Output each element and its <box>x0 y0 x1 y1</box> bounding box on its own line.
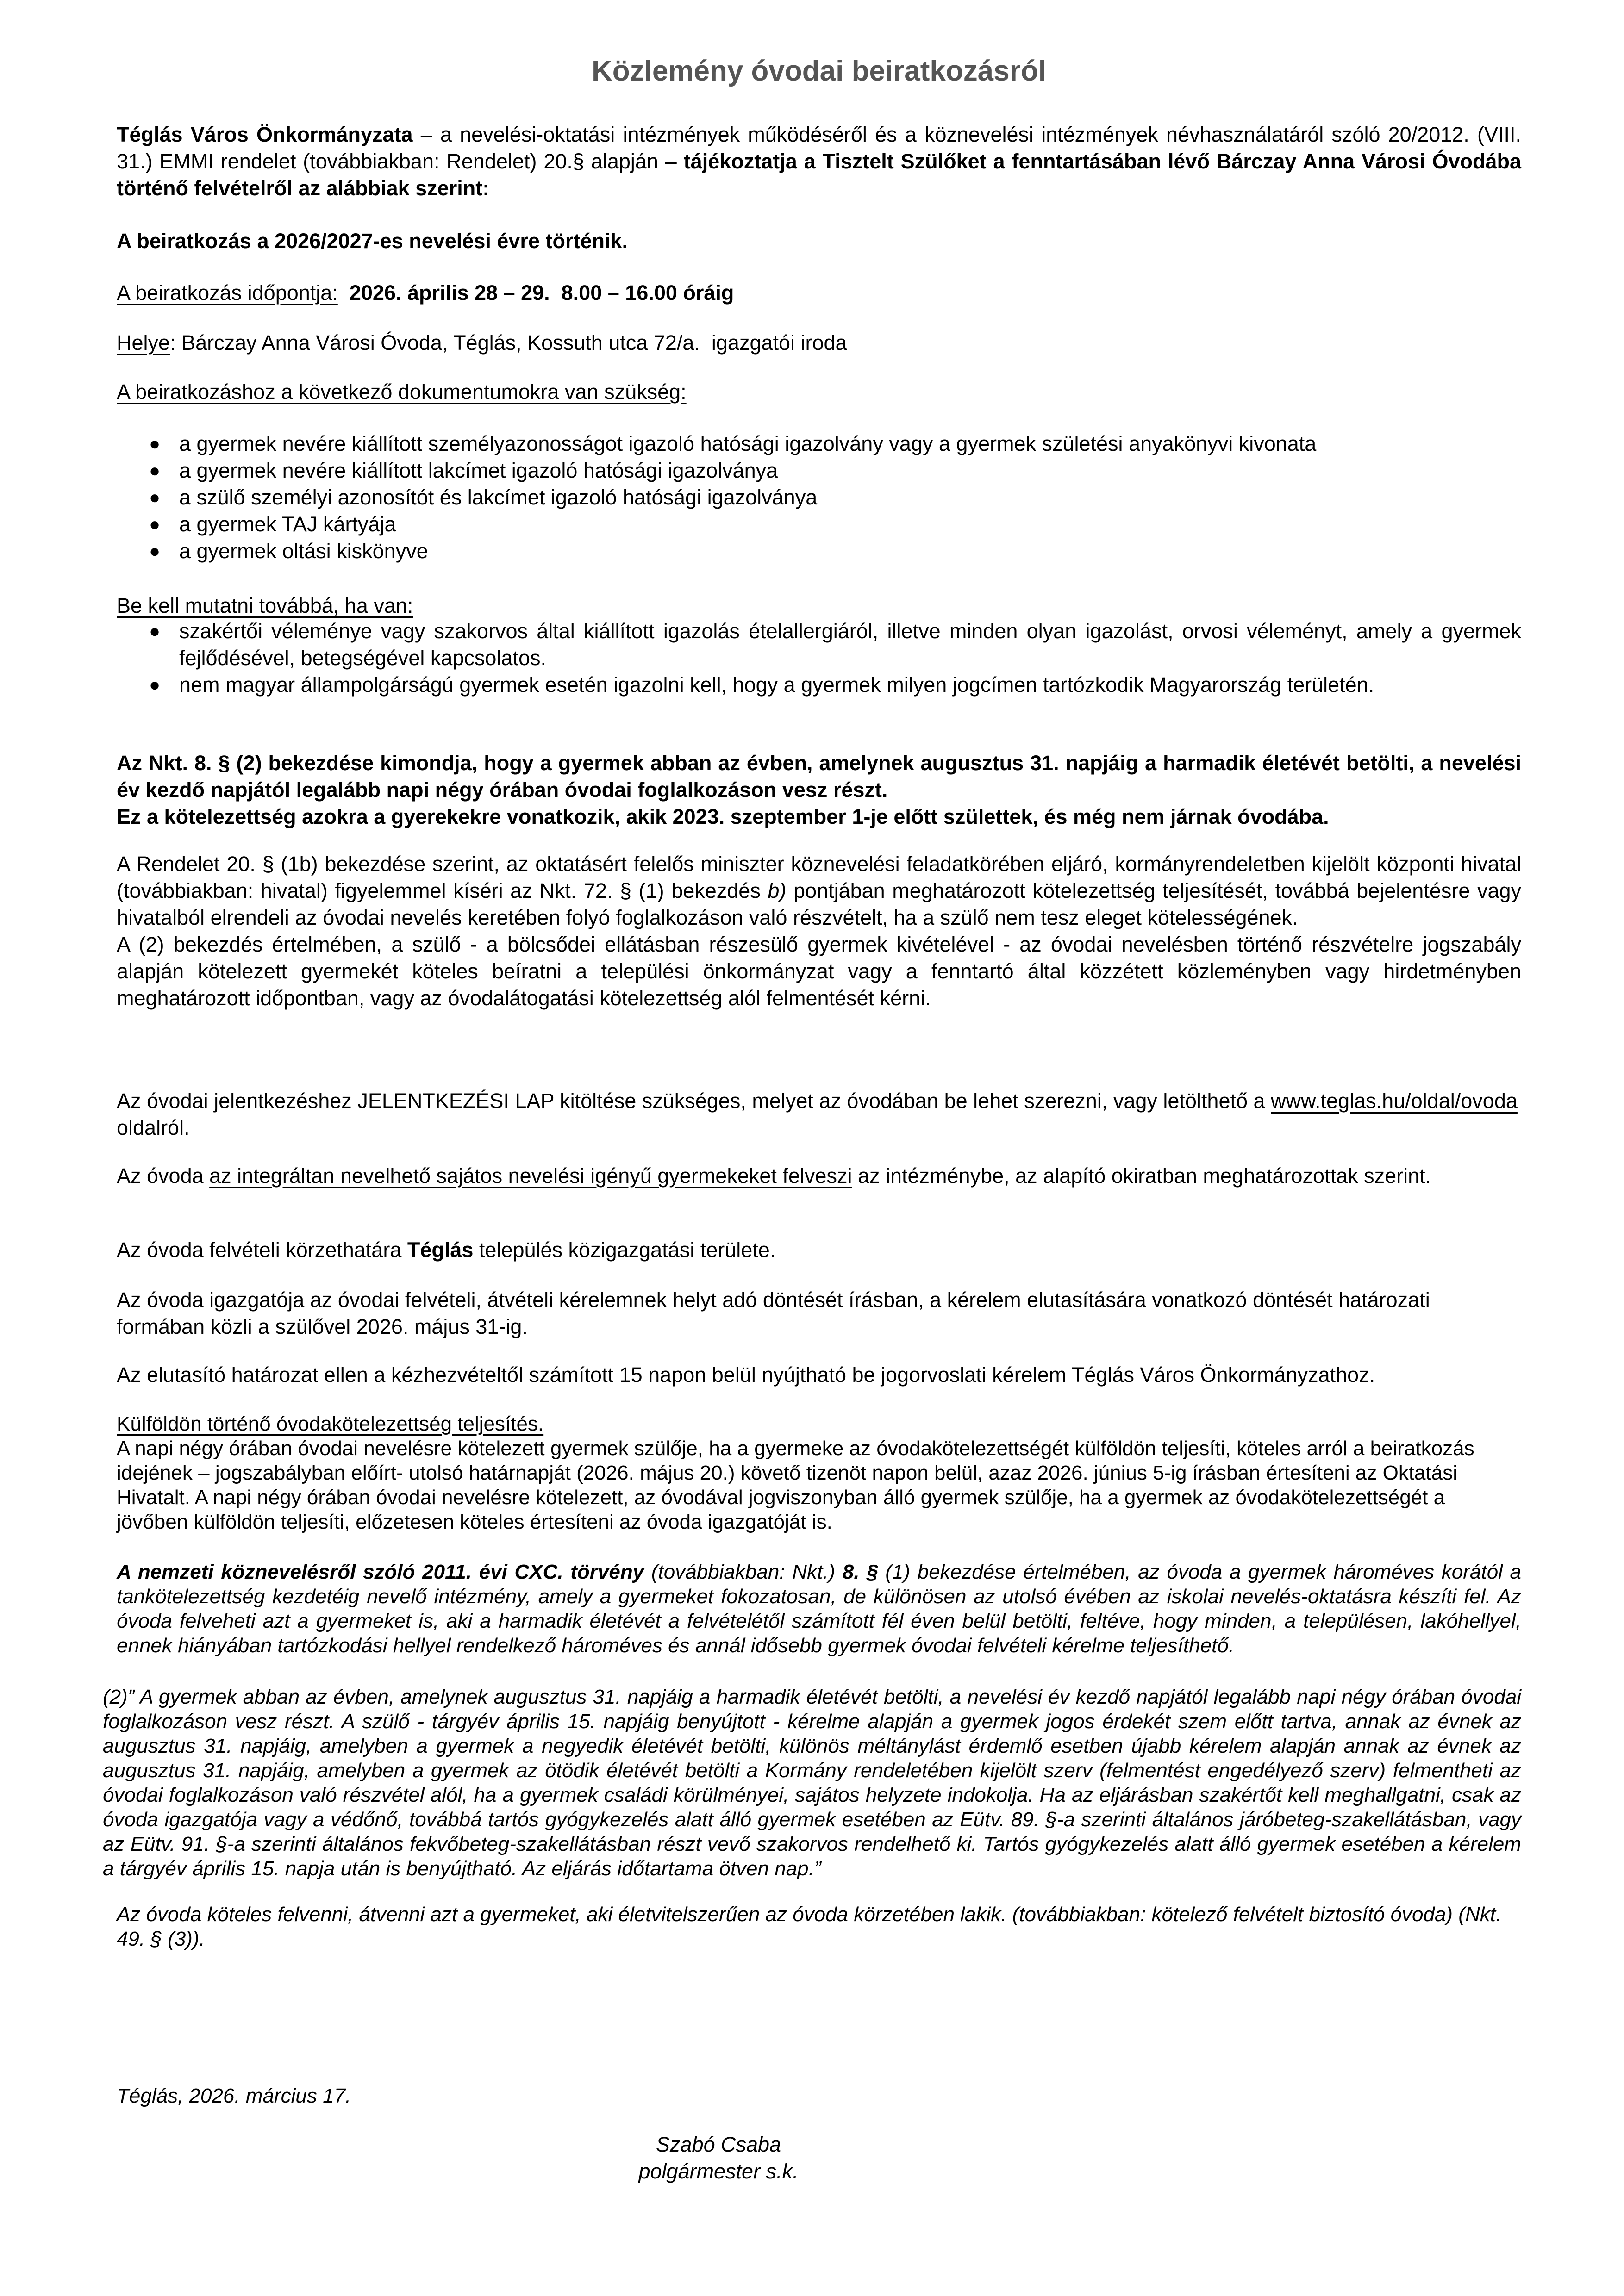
date-value: 2026. április 28 – 29. 8.00 – 16.00 óráig <box>337 281 734 305</box>
list-item: ● szakértői véleménye vagy szakorvos által kiállított igazolás ételallergiáról, illetve minden olyan igazolást, orvosi véleményt, amely a gyermek fejlődésével, betegségével kapcsolatos. <box>117 618 1521 672</box>
place-value: : Bárczay Anna Városi Óvoda, Téglás, Kossuth utca 72/a. igazgatói iroda <box>170 331 847 355</box>
bullet-icon: ● <box>149 541 161 561</box>
district-paragraph: Az óvoda felvételi körzethatára Téglás település közigazgatási területe. <box>117 1238 776 1262</box>
signature-role: polgármester s.k. <box>638 2159 799 2183</box>
intro-bold: tájékoztatja a Tisztelt Szülőket a fenntartásában lévő Bárczay Anna Városi Óvodába történő felvételről az alábbiak szerint: <box>117 149 1521 200</box>
abroad-heading: Külföldön történő óvodakötelezettség teljesítés. <box>117 1412 544 1435</box>
place-date: Téglás, 2026. március 17. <box>117 2084 351 2107</box>
additional-heading: Be kell mutatni továbbá, ha van: <box>117 594 413 617</box>
list-item: ● a gyermek oltási kiskönyve <box>117 538 1521 565</box>
bullet-icon: ● <box>149 460 161 481</box>
documents-list <box>117 430 1521 565</box>
page-title: Közlemény óvodai beiratkozásról <box>592 55 1046 87</box>
documents-heading: A beiratkozáshoz a következő dokumentumokra van szükség: <box>117 380 687 404</box>
place-label: Helye <box>117 331 170 355</box>
law-quote-paragraph: A nemzeti köznevelésről szóló 2011. évi CXC. törvény (továbbiakban: Nkt.) 8. § (1) bekezdése értelmében, az óvoda a gyermek hároméves korától a tankötelezettség kezdetéig nevelő intézmény, amely a gyermeket fokozatosan, de különösen az utolsó évében az iskolai nevelés-oktatásra készíti fel. Az óvoda felveheti azt a gyermeket is, aki a harmadik életévét a felvételétől számított fél éven belül betölti, feltéve, hogy minden, a településen, lakóhellyel, ennek hiányában tartózkodási hellyel rendelkező hároméves és annál idősebb gyermek óvodai felvételi kérelme teljesíthető. <box>117 1561 1522 1657</box>
list-item: ● a gyermek TAJ kártyája <box>117 511 1521 538</box>
list-item: ● nem magyar állampolgárságú gyermek esetén igazolni kell, hogy a gyermek milyen jogcímen tartózkodik Magyarország területén. <box>117 672 1521 698</box>
date-line <box>117 280 1521 306</box>
integrated-paragraph: Az óvoda az integráltan nevelhető sajátos nevelési igényű gyermekeket felveszi az intézménybe, az alapító okiratban meghatározottak szerint. <box>117 1164 1431 1188</box>
obligation-paragraph: Az óvoda köteles felvenni, átvenni azt a gyermeket, aki életvitelszerűen az óvoda körzetében lakik. (továbbiakban: kötelező felvételt biztosító óvoda) (Nkt. 49. § (3)). <box>117 1903 1502 1950</box>
bullet-icon: ● <box>149 514 161 535</box>
date-label: A beiratkozás időpontja: <box>117 281 338 305</box>
para2-quote: (2)” A gyermek abban az évben, amelynek augusztus 31. napjáig a harmadik életévét betölti, a nevelési év kezdő napjától legalább napi négy órában óvodai foglalkozáson vesz részt. A szülő - tárgyév április 15. napjáig benyújtott - kérelme alapján a gyermek jogos érdekét szem előtt tartva, annak az évnek az augusztus 31. napjáig, amelyben a gyermek a negyedik életévét betölti, különös méltánylást érdemlő esetben újabb kérelem alapján annak az évnek az augusztus 31. napjáig, amelyben a gyermek az ötödik életévét betölti a Kormány rendeletében kijelölt szerv (felmentést engedélyező szerv) felmentheti az óvodai foglalkozáson való részvétel alól, ha a gyermek családi körülményei, sajátos helyzete indokolja. Ha az eljárásban szakértőt kell meghallgatni, csak az óvoda igazgatója vagy a védőnő, továbbá tartós gyógykezelés alatt álló gyermek esetében az Eütv. 89. §-a szerinti általános járóbeteg-szakellátásban, vagy az Eütv. 91. §-a szerinti általános fekvőbeteg-szakellátásban részt vevő szakorvos rendelhető ki. Tartós gyógykezelés alatt álló gyermek esetében a kérelem a tárgyév április 15. napja után is benyújtható. Az eljárás időtartama ötven nap.” <box>103 1686 1521 1880</box>
list-item: ● a gyermek nevére kiállított lakcímet igazoló hatósági igazolványa <box>117 457 1521 484</box>
year-line: A beiratkozás a 2026/2027-es nevelési évre történik. <box>117 229 628 253</box>
ovoda-link[interactable]: www.teglas.hu/oldal/ovoda <box>1271 1089 1518 1113</box>
signature-name: Szabó Csaba <box>656 2133 781 2156</box>
abroad-text: A napi négy órában óvodai nevelésre kötelezett gyermek szülője, ha a gyermeke az óvodakötelezettségét külföldön teljesíti, köteles arról a beiratkozás idejének – jogszabályban előírt- utolsó határnapját (2026. május 20.) követő tizenöt napon belül, azaz 2026. június 5-ig írásban értesíteni az Oktatási Hivatalt. A napi négy órában óvodai nevelésre kötelezett, az óvodával jogviszonyban álló gyermek szülője, ha a gyermek az óvodakötelezettségét a jövőben külföldön teljesíti, előzetesen köteles értesíteni az óvoda igazgatóját is. <box>117 1437 1474 1533</box>
list-item: ● a szülő személyi azonosítót és lakcímet igazoló hatósági igazolványa <box>117 484 1521 511</box>
bullet-icon: ● <box>149 621 161 641</box>
decision-paragraph: Az óvoda igazgatója az óvodai felvételi, átvételi kérelemnek helyt adó döntését írásban, a kérelem elutasítására vonatkozó döntését határozati formában közli a szülővel 2026. május 31-ig. <box>117 1288 1430 1338</box>
additional-list <box>117 618 1521 698</box>
intro-paragraph <box>117 121 1521 202</box>
bullet-icon: ● <box>149 487 161 508</box>
bullet-icon: ● <box>149 434 161 454</box>
application-paragraph: Az óvodai jelentkezéshez JELENTKEZÉSI LAP kitöltése szükséges, melyet az óvodában be lehet szerezni, vagy letölthető a www.teglas.hu/oldal/ovoda oldalról. <box>117 1089 1518 1139</box>
place-line <box>117 330 1521 356</box>
intro-org: Téglás Város Önkormányzata <box>117 123 413 146</box>
appeal-paragraph: Az elutasító határozat ellen a kézhezvételtől számított 15 napon belül nyújtható be jogorvoslati kérelem Téglás Város Önkormányzathoz. <box>117 1363 1375 1387</box>
list-item: ● a gyermek nevére kiállított személyazonosságot igazoló hatósági igazolvány vagy a gyermek születési anyakönyvi kivonata <box>117 430 1521 457</box>
bullet-icon: ● <box>149 675 161 695</box>
rendelet-paragraph: A Rendelet 20. § (1b) bekezdése szerint, az oktatásért felelős miniszter köznevelési feladatkörében eljáró, kormányrendeletben kijelölt központi hivatal (továbbiakban: hivatal) figyelemmel kíséri az Nkt. 72. § (1) bekezdés b) pontjában meghatározott kötelezettség teljesítését, továbbá bejelentésre vagy hivatalból elrendeli az óvodai nevelés keretében folyó foglalkozáson való részvételt, ha a szülő nem tesz eleget kötelességének. A (2) bekezdés értelmében, a szülő - a bölcsődei ellátásban részesülő gyermek kivételével - az óvodai nevelésben történő részvételre jogszabály alapján kötelezett gyermekét köteles beíratni a települési önkormányzat vagy a fenntartó által közzétett közleményben vagy hirdetményben meghatározott időpontban, vagy az óvodalátogatási kötelezettség alól felmentését kérni. <box>117 852 1522 1010</box>
abroad-section <box>117 1412 1521 1534</box>
intro-text: – a nevelési-oktatási intézmények működéséről és a köznevelési intézmények névhasználatáról szóló 20/2012. (VIII. 31.) EMMI rendelet (továbbiakban: Rendelet) 20.§ alapján – <box>117 123 1521 173</box>
signature-block <box>589 2131 848 2185</box>
nkt-paragraph: Az Nkt. 8. § (2) bekezdése kimondja, hogy a gyermek abban az évben, amelynek augusztus 31. napjáig a harmadik életévét betölti, a nevelési év kezdő napjától legalább napi négy órában óvodai foglalkozáson vesz részt. Ez a kötelezettség azokra a gyerekekre vonatkozik, akik 2023. szeptember 1-je előtt születtek, és még nem járnak óvodába. <box>117 751 1521 828</box>
